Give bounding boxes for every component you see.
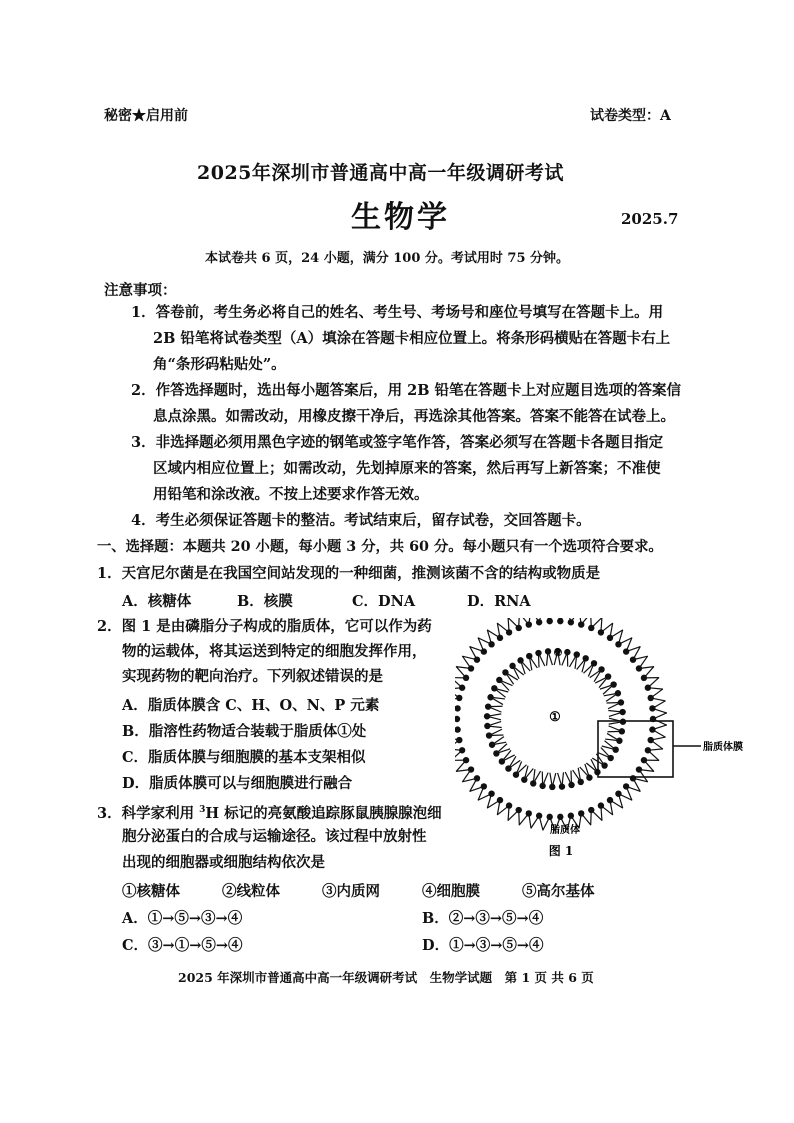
phospholipid [607, 699, 625, 709]
phospholipid [588, 618, 602, 631]
page-footer: 2025 年深圳市普通高中高一年级调研考试 生物学试题 第 1 页 共 6 页 [178, 970, 594, 985]
q3-item: ⑤高尔基体 [522, 883, 595, 900]
phospholipid [470, 783, 487, 800]
figure-caption: 图 1 [548, 844, 574, 858]
phospholipid [558, 772, 566, 790]
phospholipid [485, 703, 503, 712]
membrane-marker-label: ② [553, 648, 563, 659]
phospholipid [648, 737, 666, 749]
phospholipid [623, 638, 640, 655]
membrane-label: 脂质体膜 [703, 742, 743, 753]
confidential-label: 秘密★启用前 [104, 108, 188, 124]
phospholipid [623, 783, 640, 800]
q2-option-d: D．脂质体膜可以与细胞膜进行融合 [122, 775, 353, 792]
phospholipid [519, 810, 532, 828]
phospholipid [455, 725, 461, 737]
phospholipid [605, 733, 622, 744]
phospholipid [608, 709, 626, 717]
q3-option-d: D．①→③→⑤→④ [422, 937, 544, 954]
phospholipid [641, 666, 659, 681]
q2-option-c: C．脂质体膜与细胞膜的基本支架相似 [122, 749, 366, 766]
q3-stem-line: 出现的细胞器或细胞结构依次是 [122, 854, 325, 871]
q2-stem-line: 实现药物的靶向治疗。下列叙述错误的是 [122, 668, 383, 685]
q2-stem-line: 物的运载体，将其运送到特定的细胞发挥作用， [122, 643, 427, 660]
q3-option-a: A．①→⑤→③→④ [122, 910, 243, 927]
liposome-figure [455, 618, 755, 868]
note-line: 区域内相应位置上；如需改动，先划掉原来的答案，然后再写上新答案；不准使 [153, 460, 661, 477]
subject-title: 生物学 [351, 200, 450, 235]
q2-option-b: B．脂溶性药物适合装载于脂质体①处 [122, 723, 367, 740]
phospholipid [545, 648, 553, 666]
q3-stem-prefix: 3．科学家利用 [97, 804, 200, 822]
q1-option-c: C．DNA [352, 593, 416, 610]
phospholipid [470, 638, 487, 655]
q3-stem-rest: H 标记的亮氨酸追踪豚鼠胰腺腺泡细 [205, 804, 442, 822]
phospholipid [649, 725, 667, 737]
liposome-diagram [455, 618, 755, 868]
q3-item: ④细胞膜 [422, 883, 480, 900]
phospholipid [588, 807, 602, 825]
note-line: 角“条形码粘贴处”。 [153, 356, 286, 373]
q1-option-a: A．核糖体 [122, 593, 192, 610]
q1-stem: 1．天宫尼尔菌是在我国空间站发现的一种细菌，推测该菌不含的结构或物质是 [97, 565, 601, 582]
q3-option-c: C．③→①→⑤→④ [122, 937, 243, 954]
section-heading: 一、选择题：本题共 20 小题，每小题 3 分，共 60 分。每小题只有一个选项符合要求。 [97, 539, 663, 555]
phospholipid [508, 807, 522, 825]
phospholipid [455, 666, 469, 681]
q2-stem-line: 2．图 1 是由磷脂分子构成的脂质体，它可以作为药 [97, 618, 432, 635]
phospholipid [565, 771, 575, 789]
phospholipid [530, 769, 541, 786]
phospholipid [508, 618, 522, 631]
q3-superscript: 3 [199, 805, 206, 815]
phospholipid [486, 729, 504, 739]
exam-info: 本试卷共 6 页，24 小题，满分 100 分。考试用时 75 分钟。 [205, 251, 570, 266]
phospholipid [567, 618, 579, 625]
q1-option-d: D．RNA [467, 593, 531, 610]
q3-item: ①核糖体 [122, 883, 180, 900]
phospholipid [455, 713, 460, 725]
phospholipid [539, 771, 548, 789]
phospholipid [484, 713, 501, 720]
note-line: 2B 铅笔将试卷类型（A）填涂在答题卡相应位置上。将条形码横贴在答题卡右上 [153, 330, 671, 347]
note-line: 用铅笔和涂改液。不按上述要求作答无效。 [153, 486, 429, 503]
note-line: 2．作答选择题时，选出每小题答案后，用 2B 铅笔在答题卡上对应题目选项的答案信 [131, 382, 682, 399]
note-line: 1．答卷前，考生务必将自己的姓名、考生号、考场号和座位号填写在答题卡上。用 [131, 304, 664, 321]
exam-title: 2025年深圳市普通高中高一年级调研考试 [197, 162, 564, 184]
exam-date: 2025.7 [621, 210, 679, 228]
q3-stem-line [97, 798, 442, 826]
note-line: 4．考生必须保证答题卡的整洁。考试结束后，留存试卷，交回答题卡。 [131, 512, 591, 529]
note-line: 息点涂黑。如需改动，用橡皮擦干净后，再选涂其他答案。答案不能答在试卷上。 [153, 408, 675, 425]
notes-heading: 注意事项： [104, 282, 177, 299]
q3-item: ②线粒体 [222, 883, 280, 900]
phospholipid [455, 757, 469, 772]
phospholipid [645, 747, 663, 760]
phospholipid [535, 650, 545, 668]
q1-option-b: B．核膜 [237, 593, 293, 610]
q3-stem-line: 胞分泌蛋白的合成与运输途径。该过程中放射性 [122, 828, 427, 845]
liposome-label: 脂质体 [550, 825, 580, 836]
phospholipid [648, 689, 666, 701]
phospholipid [531, 813, 543, 831]
phospholipid [455, 701, 461, 713]
note-line: 3．非选择题必须用黑色字迹的钢笔或签字笔作答，答案必须写在答题卡各题目指定 [131, 434, 664, 451]
phospholipid [562, 649, 571, 667]
paper-type-label: 试卷类型：A [590, 108, 671, 124]
q3-option-b: B．②→③→⑤→④ [422, 910, 544, 927]
inner-cavity-label: ① [549, 710, 561, 725]
q3-item: ③内质网 [322, 883, 380, 900]
phospholipid [649, 701, 667, 713]
q2-option-a: A．脂质体膜含 C、H、O、N、P 元素 [122, 697, 380, 714]
phospholipid [487, 694, 504, 705]
phospholipid [607, 726, 625, 735]
phospholipid [484, 722, 502, 730]
phospholipid [645, 677, 663, 690]
phospholipid [569, 651, 580, 668]
phospholipid [555, 618, 567, 624]
phospholipid [641, 757, 659, 772]
phospholipid [531, 618, 543, 625]
phospholipid [650, 713, 667, 725]
phospholipid [543, 618, 555, 624]
phospholipid [549, 773, 556, 790]
